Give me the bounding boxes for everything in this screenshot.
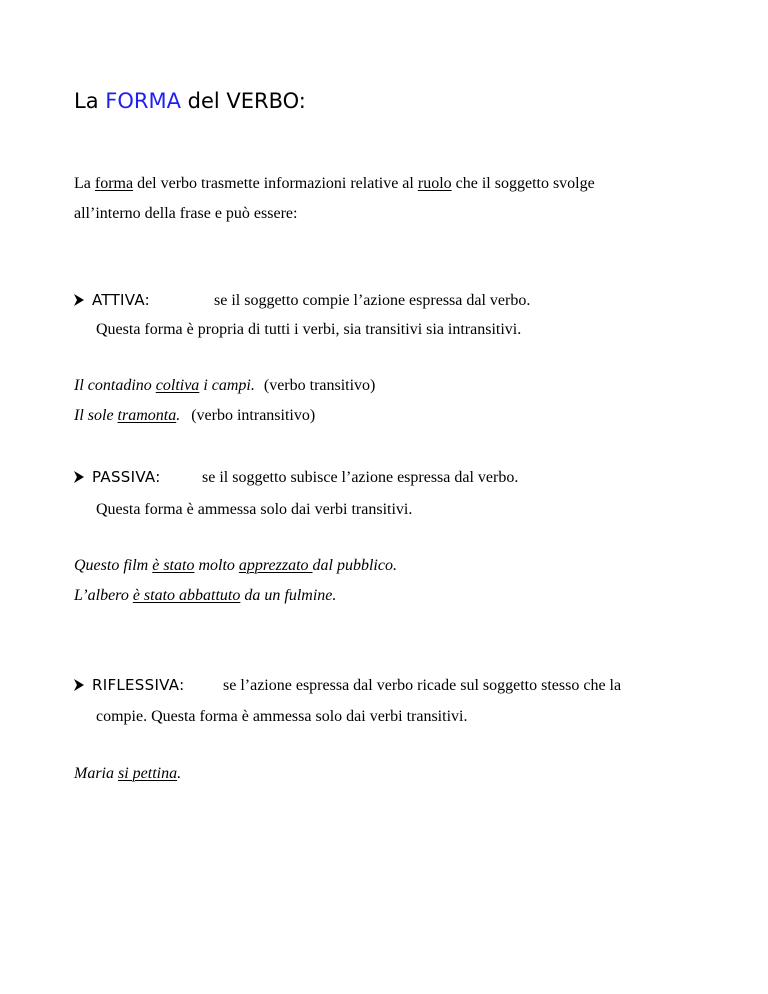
intro-underlined-ruolo: ruolo	[417, 175, 452, 192]
example-text: da un fulmine.	[240, 587, 337, 604]
definition-passiva: se il soggetto subisce l’azione espressa dal verbo.	[202, 469, 519, 486]
definition-riflessiva: se l’azione espressa dal verbo ricade sul soggetto stesso che la	[223, 677, 622, 694]
note-attiva: Questa forma è propria di tutti i verbi, sia transitivi sia intransitivi.	[96, 321, 522, 338]
example-passiva-2	[74, 586, 336, 606]
example-text: .	[177, 765, 182, 782]
example-text: dal pubblico.	[312, 557, 397, 574]
example-text: Maria	[74, 765, 118, 782]
note-riflessiva: compie. Questa forma è ammessa solo dai verbi transitivi.	[96, 708, 468, 725]
title-accent: FORMA	[105, 89, 181, 113]
example-verb: coltiva	[155, 377, 200, 394]
arrow-bullet-icon	[74, 294, 84, 306]
term-attiva: ATTIVA:	[92, 291, 151, 309]
example-text: .	[176, 407, 181, 424]
title-prefix: La	[74, 89, 106, 113]
bullet-passiva	[74, 467, 518, 488]
example-verb: si pettina	[118, 765, 178, 782]
example-attiva-2	[74, 406, 315, 426]
bullet-attiva	[74, 290, 530, 311]
example-verb: tramonta	[117, 407, 177, 424]
title-suffix: del VERBO:	[180, 89, 306, 113]
page-title	[74, 86, 306, 116]
example-verb: è stato abbattuto	[132, 587, 241, 604]
bullet-riflessiva	[74, 675, 621, 696]
example-verb: è stato	[152, 557, 195, 574]
intro-underlined-forma: forma	[94, 175, 134, 192]
example-text: Questo film	[74, 557, 153, 574]
example-verb: apprezzato	[238, 557, 313, 574]
intro-text: La	[74, 175, 95, 192]
example-tag: (verbo transitivo)	[263, 377, 376, 394]
example-attiva-1	[74, 376, 375, 396]
definition-attiva: se il soggetto compie l’azione espressa dal verbo.	[214, 292, 531, 309]
example-text: molto	[194, 557, 239, 574]
example-text: Il contadino	[74, 377, 156, 394]
arrow-bullet-icon	[74, 679, 84, 691]
example-tag: (verbo intransitivo)	[191, 407, 316, 424]
note-passiva: Questa forma è ammessa solo dai verbi transitivi.	[96, 501, 413, 518]
intro-line-1	[74, 174, 595, 194]
intro-text: del verbo trasmette informazioni relative al	[133, 175, 418, 192]
term-passiva: PASSIVA:	[92, 468, 161, 486]
example-riflessiva-1	[74, 764, 181, 784]
arrow-bullet-icon	[74, 471, 84, 483]
term-riflessiva: RIFLESSIVA:	[92, 676, 185, 694]
intro-line-2: all’interno della frase e può essere:	[74, 205, 298, 222]
intro-text: che il soggetto svolge	[451, 175, 595, 192]
example-text: i campi.	[199, 377, 255, 394]
example-text: L’albero	[74, 587, 133, 604]
example-passiva-1	[74, 556, 397, 576]
example-text: Il sole	[74, 407, 118, 424]
